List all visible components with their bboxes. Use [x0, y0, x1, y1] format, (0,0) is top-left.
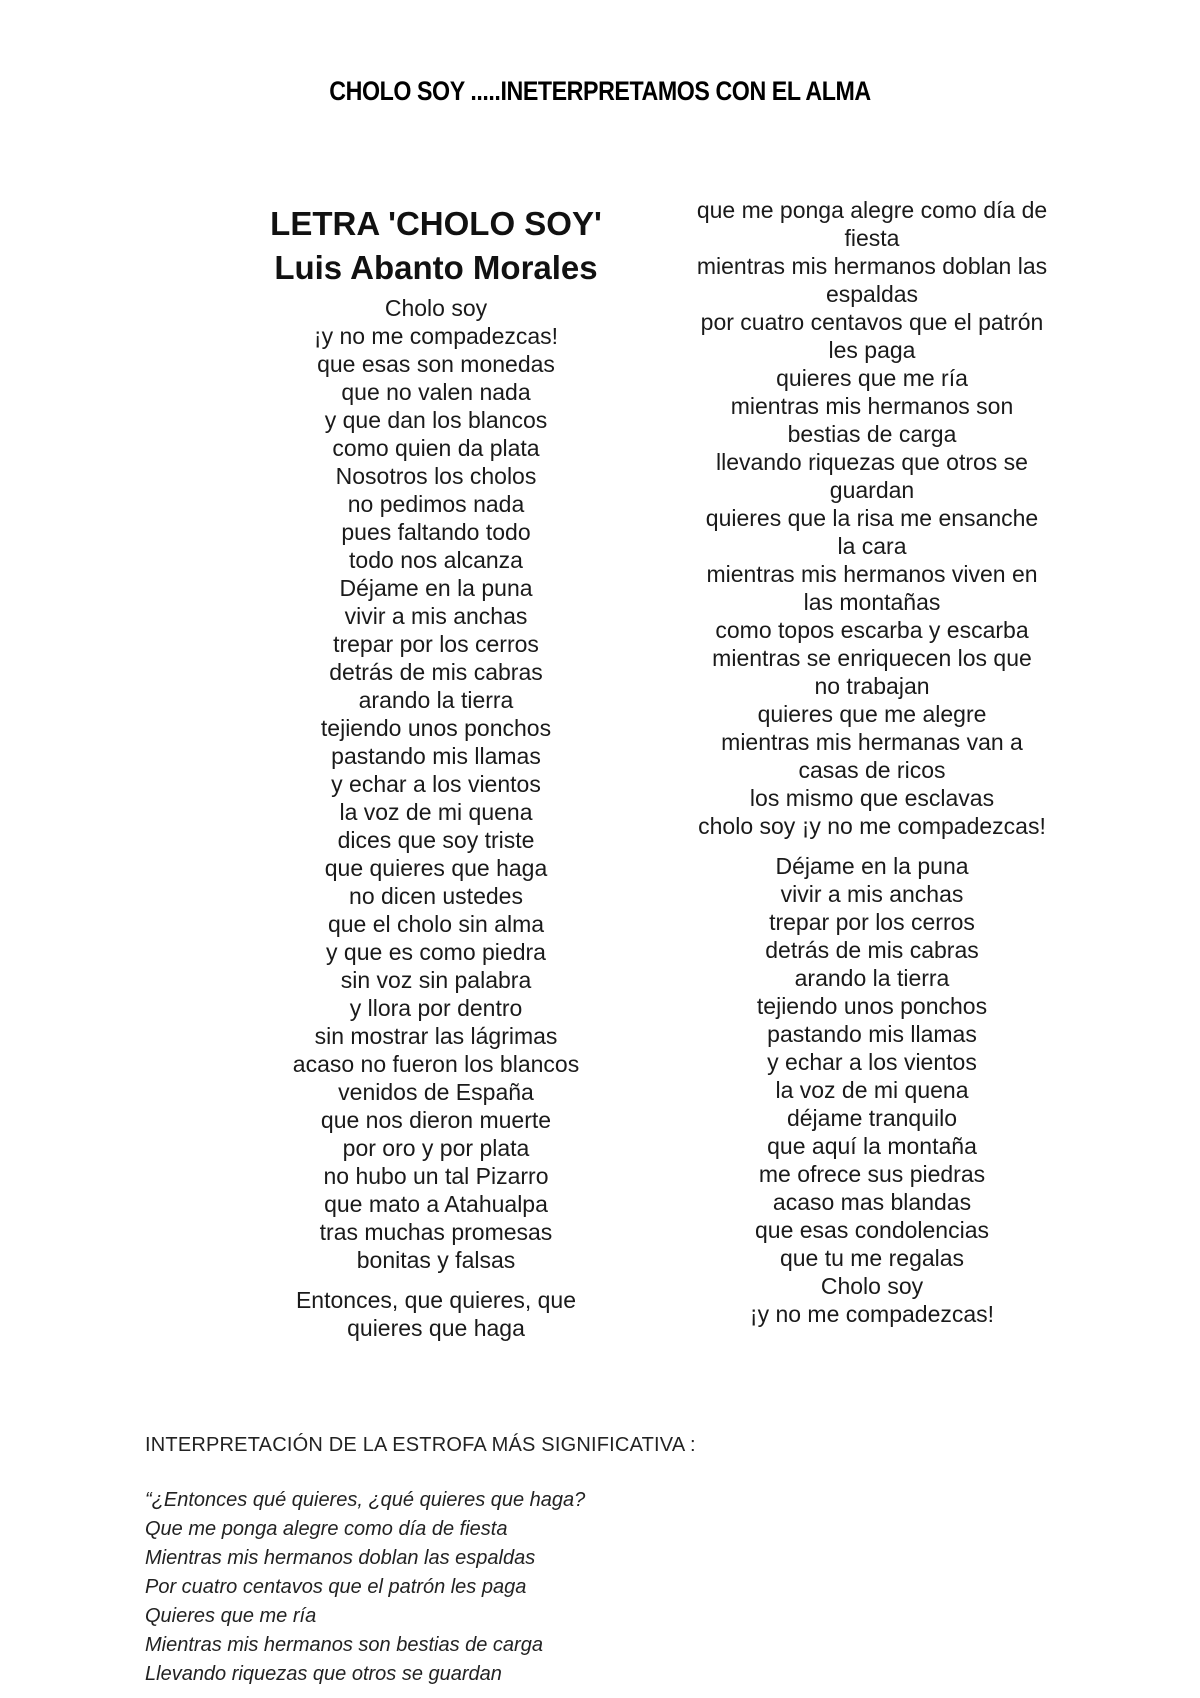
interpretation-quote: [145, 1486, 1145, 1689]
text-line: todo nos alcanza: [349, 547, 523, 573]
text-line: quieres que me ría: [776, 365, 968, 391]
text-line: Cholo soy: [820, 1273, 924, 1299]
text-line: los mismo que esclavas: [749, 785, 995, 811]
text-line: quieres que la risa me ensanche: [705, 505, 1039, 531]
text-line: trepar por los cerros: [333, 631, 539, 657]
interpretation-heading: INTERPRETACIÓN DE LA ESTROFA MÁS SIGNIFICATIVA :: [145, 1434, 696, 1456]
text-line: no trabajan: [814, 673, 930, 699]
text-line: ¡y no me compadezcas!: [749, 1301, 995, 1327]
text-line: déjame tranquilo: [786, 1105, 958, 1131]
document-title: CHOLO SOY .....INETERPRETAMOS CON EL ALMA: [329, 76, 871, 106]
text-line: “¿Entonces qué quieres, ¿qué quieres que haga?: [145, 1489, 586, 1511]
lyrics-verse-right-1: [666, 196, 1078, 840]
text-line: vivir a mis anchas: [780, 881, 964, 907]
text-line: llevando riquezas que otros se: [716, 449, 1028, 475]
text-line: que esas condolencias: [755, 1217, 989, 1243]
lyrics-verse-right-2: [666, 852, 1078, 1328]
text-line: detrás de mis cabras: [765, 937, 979, 963]
text-line: que esas son monedas: [317, 351, 555, 377]
text-line: Cholo soy: [384, 295, 488, 321]
text-line: no pedimos nada: [347, 491, 525, 517]
text-line: que mato a Atahualpa: [324, 1191, 548, 1217]
text-line: acaso no fueron los blancos: [292, 1051, 580, 1077]
text-line: bestias de carga: [787, 421, 957, 447]
text-line: no hubo un tal Pizarro: [323, 1163, 549, 1189]
text-line: ¡y no me compadezcas!: [313, 323, 559, 349]
text-line: Nosotros los cholos: [335, 463, 537, 489]
text-line: mientras mis hermanos son: [730, 393, 1014, 419]
text-line: venidos de España: [338, 1079, 534, 1105]
text-line: por cuatro centavos que el patrón: [700, 309, 1044, 335]
text-line: y echar a los vientos: [767, 1049, 977, 1075]
text-line: como quien da plata: [332, 435, 540, 461]
text-line: arando la tierra: [794, 965, 950, 991]
text-line: Mientras mis hermanos doblan las espaldas: [145, 1547, 536, 1569]
text-line: y llora por dentro: [349, 995, 523, 1021]
text-line: mientras mis hermanos doblan las: [696, 253, 1048, 279]
text-line: Entonces, que quieres, que: [295, 1287, 577, 1313]
text-line: dices que soy triste: [337, 827, 535, 853]
text-line: Déjame en la puna: [339, 575, 533, 601]
text-line: la voz de mi quena: [339, 799, 533, 825]
text-line: tras muchas promesas: [319, 1219, 553, 1245]
text-line: detrás de mis cabras: [329, 659, 543, 685]
text-line: Déjame en la puna: [775, 853, 969, 879]
text-line: mientras se enriquecen los que: [712, 645, 1032, 671]
text-line: quieres que haga: [347, 1315, 525, 1341]
text-line: Por cuatro centavos que el patrón les paga: [145, 1576, 527, 1598]
lyrics-verse-left-1: [236, 294, 636, 1274]
text-line: tejiendo unos ponchos: [320, 715, 552, 741]
text-line: y que es como piedra: [326, 939, 546, 965]
text-line: pues faltando todo: [341, 519, 531, 545]
lyrics-verse-left-2: [236, 1286, 636, 1342]
text-line: que quieres que haga: [324, 855, 548, 881]
text-line: arando la tierra: [358, 687, 514, 713]
text-line: bonitas y falsas: [356, 1247, 516, 1273]
text-line: tejiendo unos ponchos: [756, 993, 988, 1019]
text-line: casas de ricos: [798, 757, 946, 783]
text-line: sin mostrar las lágrimas: [314, 1023, 558, 1049]
text-line: las montañas: [803, 589, 941, 615]
text-line: mientras mis hermanas van a: [721, 729, 1023, 755]
text-line: quieres que me alegre: [757, 701, 987, 727]
text-line: trepar por los cerros: [769, 909, 975, 935]
text-line: acaso mas blandas: [772, 1189, 972, 1215]
text-line: como topos escarba y escarba: [715, 617, 1029, 643]
text-line: Mientras mis hermanos son bestias de carga: [145, 1634, 543, 1656]
text-line: vivir a mis anchas: [344, 603, 528, 629]
text-line: y que dan los blancos: [324, 407, 548, 433]
text-line: Que me ponga alegre como día de fiesta: [145, 1518, 508, 1540]
text-line: que nos dieron muerte: [320, 1107, 552, 1133]
text-line: Llevando riquezas que otros se guardan: [145, 1663, 502, 1685]
text-line: que tu me regalas: [779, 1245, 965, 1271]
text-line: que me ponga alegre como día de: [696, 197, 1048, 223]
text-line: que no valen nada: [341, 379, 531, 405]
text-line: y echar a los vientos: [331, 771, 541, 797]
text-line: Quieres que me ría: [145, 1605, 317, 1627]
text-line: pastando mis llamas: [767, 1021, 977, 1047]
text-line: espaldas: [825, 281, 919, 307]
text-line: la cara: [837, 533, 907, 559]
text-line: cholo soy ¡y no me compadezcas!: [698, 813, 1046, 839]
lyrics-right-column: [666, 196, 1078, 1328]
text-line: mientras mis hermanos viven en: [706, 561, 1038, 587]
text-line: no dicen ustedes: [349, 883, 523, 909]
text-line: les paga: [828, 337, 916, 363]
text-line: por oro y por plata: [342, 1135, 530, 1161]
lyrics-title: LETRA 'CHOLO SOY': [270, 205, 602, 242]
text-line: que el cholo sin alma: [327, 911, 545, 937]
text-line: la voz de mi quena: [775, 1077, 969, 1103]
lyrics-author: Luis Abanto Morales: [274, 249, 598, 286]
text-line: sin voz sin palabra: [340, 967, 532, 993]
text-line: pastando mis llamas: [331, 743, 541, 769]
interpretation-section: [145, 1432, 1145, 1689]
text-line: que aquí la montaña: [767, 1133, 977, 1159]
text-line: guardan: [829, 477, 915, 503]
text-line: fiesta: [844, 225, 900, 251]
text-line: me ofrece sus piedras: [758, 1161, 986, 1187]
lyrics-left-column: [236, 202, 636, 1342]
